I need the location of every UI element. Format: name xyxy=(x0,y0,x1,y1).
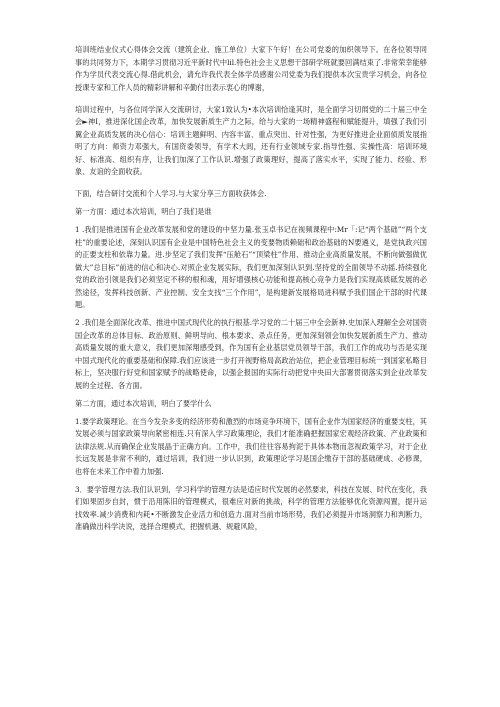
section-2-item-3: 3．要学管理方法.我们认识到，学习科学的管理方法是适应时代发展的必然要求，科技在发展、时代在变化，我们如果固步自封，惯于沿用陈旧的管理模式，很难应对新的挑战，科学的管理方法能够优化资源闯置，提升运找效率.减少消费和内耗•不断激发企业活力和创造力.面对当前市场形势，我们必须提升市场洞察力和判断力，准确做出科学决说，选择合理模式，把握机遇、规避风险， xyxy=(75,484,427,531)
summary-paragraph: 培训过程中，与各位同学深入交流研讨，大家1致认为•本次培训恰逢其时，是全面学习切闱党的二十届三中全会►神I，推进深化国企改革，加快发展新质生产力之际，给与大家的一场精神盛程和赋能提升，填强了我们引翼企业高质发展的决心信心：培训主题鲜明、内容丰富、重点突出、针对性强，为更好推进企业面侦质发展指明了方向：师资力邓强大，有国资委领导，有学术大闾，还有行业领域专家.指导性强、实操性高：培训环境好、标准高、组织有序，让我们加深了工作认识.增强了政策理好，提高了落实水平，实现了能力、经验、形象、友谊的全面收获。 xyxy=(75,104,427,176)
intro-paragraph: 培训班结业仪式心得体会交流（建筑企业、施工单位）大家下午好！在公司党委的加织领导下。在各位领导同事的共同努力下，本期学习贯彻习近平新时代中lil.特色社会主义思想干部研学班就要回满结束了.非常荣幸能够作为学员代表交流心得.借此机会，请允许我代表全体学员感谢公司党委为我们提供本次宝贵学习机会，向各位授课专家和工作人员的精彩讲解和辛勤付出表示衷心的博谢， xyxy=(75,45,427,92)
section-2-item-1: 1.要学政策理论。在当今发杂多变的经济形势和激烈的市场竞争环境下，国有企业作为国家经济的重要支柱，其发展必须与国家政策导向紧密相连.只有深入学习政策理论，我们才能准确把握国家宏观经济政策、产业政策和法律法规.从而确保企业发展晶于正确方向。工作中，我们往往容易拘泥于具体本物而忽视政策学习，对于企业长远发展是非常不利的，通过培训，我们进一步认识到，政策理论学习是国企缴存干部的基础硬成、必修课，也将在未来工作中着力加强. xyxy=(75,416,427,476)
transition-paragraph: 下面，结合研讨交流和个人学习.与大家分享三方面收获体会. xyxy=(75,189,267,198)
document-body xyxy=(75,44,427,539)
section-heading-1: 第一方面：通过本次培训，明白了我们是谁 xyxy=(75,207,212,216)
section-1-item-2: 2 .我们是全面深化改革、推进中国式现代化的执行根基.学习党的二十届三中全会新神.史加深入理解全会对国资国企改革的总体目标、政治原则、鲜明导向、根本要求、杀点任务，更加深刻领会加快发展新质生产力、推动高质量发展的重大意义，我们更加深翔感受到，作为国有企业基层党员领导干部，我们工作的成功与否是实现中国式现代化的重要基础和保障.我们应该进一步打开视野格局高政治站位，把企业管理目标统一到国家私略目标上，坚决服行好党和国家赋予的战略使命，以强企报国的实际行动把党中央田大部署贯彻落实到企业改革发展的全过程、各方面。 xyxy=(75,318,427,390)
section-1-item-1: 1 .我们是推进国有企业改革发展和党的建设的中坚力量.张玉卓书记在视频课程中:Mr「:记“两个基础”“两个支柱”的重要论述，深刻认识国有企业是中国特色社会主义的变要物质赖础和政治基础的N要遴义，是党执政兴国的正要支柱和依靠力量。进.步坚定了我们发挥“压舱石”“顶梁柱”作用、推动企业高质量发展，不断向做强做优做大”总目标”前进的信心和决心.对照企业发展实际，我们更加深刻认识到.坚持党的全面领导不动摇.持续强化党的政治引领是我们必须坚定不移的根和魂，用好增强核心功能和提高核心竞争力是我们实现高质砥发展的必然途径，发挥科技创新、产业控制、安全支找“三个作用”，是构建新发展格局进科赋予我们国企干部的时代课题。 xyxy=(75,225,427,309)
section-heading-2: 第二方面，通过本次培训，明白了要学什么 xyxy=(75,398,212,408)
